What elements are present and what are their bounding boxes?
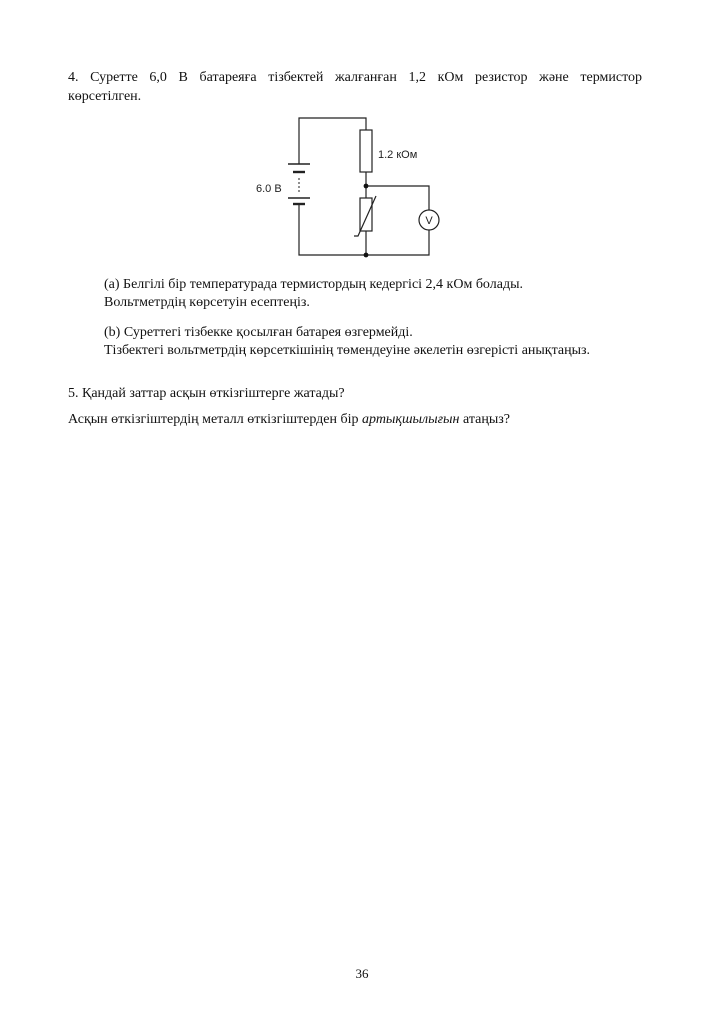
question-5-line-2 (68, 410, 510, 429)
thermistor-icon (354, 196, 376, 236)
battery-icon (288, 164, 310, 204)
question-4-line-1: 4. Суретте 6,0 В батареяға тізбектей жалғанған 1,2 кОм резистор және термистор (68, 70, 642, 85)
question-4-part-b (104, 324, 590, 360)
voltmeter-label: V (425, 215, 433, 227)
question-5-line-2-start: Асқын өткізгіштердің металл өткізгіштерден бір (68, 412, 362, 427)
question-4-part-a (104, 276, 523, 312)
battery-label: 6.0 В (256, 183, 282, 195)
part-a-line-1: (а) Белгілі бір температурада термистордың кедергісі 2,4 кОм болады. (104, 277, 523, 292)
question-5-line-1: 5. Қандай заттар асқын өткізгіштерге жатады? (68, 386, 345, 401)
question-4-line-2: көрсетілген. (68, 89, 142, 104)
resistor-icon (360, 130, 372, 172)
circuit-wire-top (299, 118, 366, 164)
question-5 (68, 384, 510, 436)
voltmeter-icon (419, 210, 439, 230)
question-5-line-2-end: атаңыз? (459, 412, 510, 427)
voltmeter-wire-bottom (366, 230, 429, 255)
part-a-line-2: Вольтметрдің көрсетуін есептеңіз. (104, 295, 310, 310)
junction-dot-top (364, 184, 369, 189)
part-b-line-2: Тізбектегі вольтметрдің көрсеткішінің төмендеуіне әкелетін өзгерісті анықтаңыз. (104, 343, 591, 358)
question-5-emphasis: артықшылығын (362, 412, 460, 427)
circuit-wire-bottom (299, 204, 366, 255)
junction-dot-bottom (364, 253, 369, 258)
question-4 (68, 68, 642, 106)
page-number: 36 (355, 966, 369, 981)
resistor-label: 1.2 кОм (378, 149, 418, 161)
part-b-line-1: (b) Суреттегі тізбекке қосылған батарея өзгермейді. (104, 325, 413, 340)
circuit-diagram (250, 112, 460, 262)
